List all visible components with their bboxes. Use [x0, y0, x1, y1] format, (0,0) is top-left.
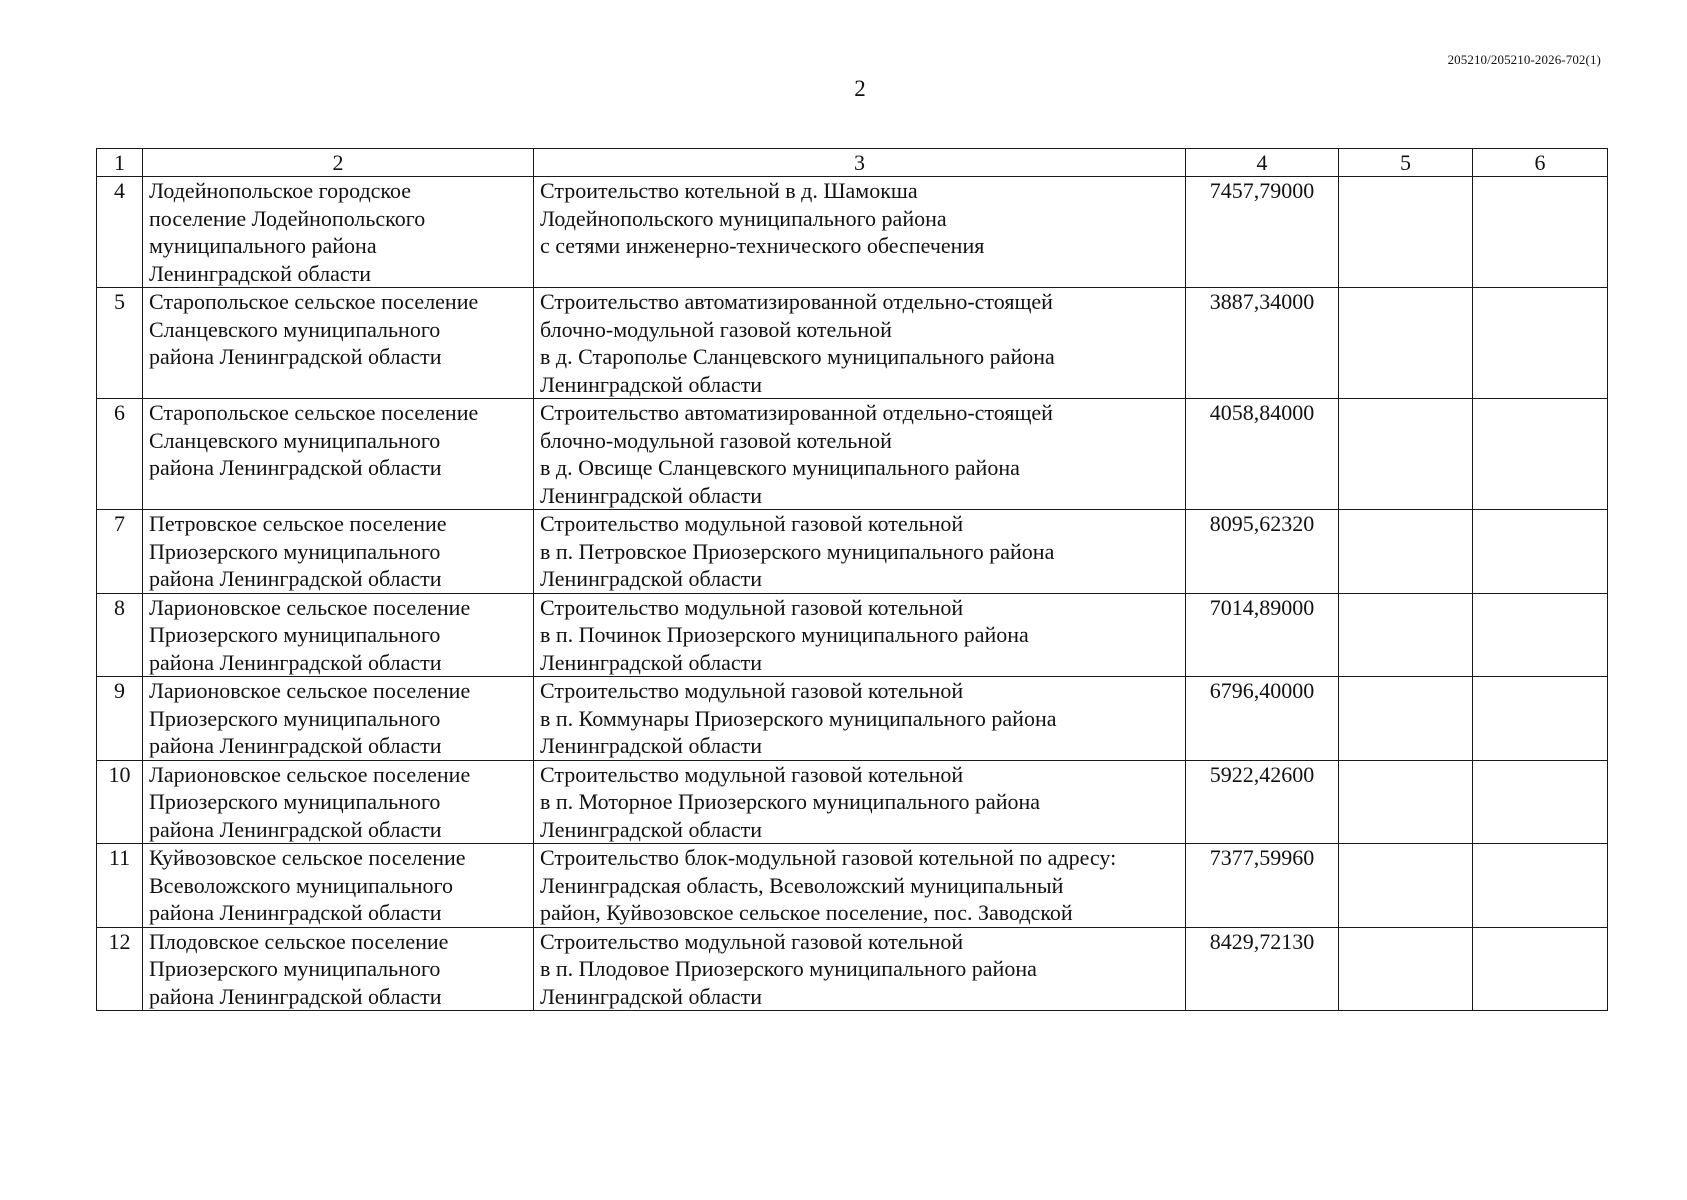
recipient-cell [143, 927, 534, 1011]
recipient-line: Приозерского муниципального [149, 622, 441, 647]
table-row [97, 510, 1608, 594]
column-5-cell [1339, 177, 1473, 288]
page-number: 2 [854, 76, 866, 101]
amount-cell: 7457,79000 [1186, 177, 1339, 288]
object-cell [534, 677, 1186, 761]
recipient-line: Петровское сельское поселение [149, 511, 447, 536]
object-line: Ленинградской области [540, 649, 762, 675]
table-body [97, 177, 1608, 1011]
object-line: с сетями инженерно-технического обеспечения [540, 233, 985, 258]
row-number-cell: 4 [97, 177, 143, 288]
object-line: в д. Старополье Сланцевского муниципального района [540, 344, 1055, 369]
column-5-cell [1339, 677, 1473, 761]
row-number-cell: 11 [97, 844, 143, 928]
row-number-cell: 5 [97, 288, 143, 399]
object-cell [534, 177, 1186, 288]
recipient-line: муниципального района [149, 233, 377, 258]
column-6-cell [1473, 510, 1608, 594]
column-6-cell [1473, 927, 1608, 1011]
object-line: Ленинградской области [540, 371, 762, 397]
amount-cell: 8095,62320 [1186, 510, 1339, 594]
recipient-cell [143, 677, 534, 761]
recipient-line: Старопольское сельское поселение [149, 400, 479, 425]
recipient-line: Плодовское сельское поселение [149, 928, 449, 954]
column-header: 3 [534, 149, 1186, 177]
object-cell [534, 593, 1186, 677]
object-line: блочно-модульной газовой котельной [540, 427, 892, 453]
object-line: Строительство модульной газовой котельной [540, 678, 964, 703]
amount-cell: 7377,59960 [1186, 844, 1339, 928]
column-header: 4 [1186, 149, 1339, 177]
object-cell [534, 399, 1186, 510]
column-5-cell [1339, 510, 1473, 594]
object-line: Строительство автоматизированной отдельно-стоящей [540, 289, 1053, 314]
recipient-line: Ленинградской области [149, 260, 371, 286]
column-6-cell [1473, 677, 1608, 761]
column-header: 5 [1339, 149, 1473, 177]
column-5-cell [1339, 760, 1473, 844]
recipient-line: района Ленинградской области [149, 816, 442, 842]
object-line: Строительство блок-модульной газовой котельной по адресу: [540, 845, 1117, 870]
table-row [97, 760, 1608, 844]
column-6-cell [1473, 177, 1608, 288]
column-5-cell [1339, 399, 1473, 510]
recipient-line: района Ленинградской области [149, 566, 442, 591]
amount-cell: 4058,84000 [1186, 399, 1339, 510]
recipient-line: Приозерского муниципального [149, 705, 441, 731]
table-row [97, 593, 1608, 677]
recipient-cell [143, 288, 534, 399]
row-number-cell: 12 [97, 927, 143, 1011]
recipient-cell [143, 844, 534, 928]
row-number-cell: 6 [97, 399, 143, 510]
recipient-line: Ларионовское сельское поселение [149, 594, 471, 620]
object-line: в п. Моторное Приозерского муниципального района [540, 789, 1041, 814]
object-cell [534, 510, 1186, 594]
object-line: Ленинградская область, Всеволожский муниципальный [540, 872, 1064, 898]
amount-cell: 7014,89000 [1186, 593, 1339, 677]
object-line: Ленинградской области [540, 733, 762, 758]
object-line: Ленинградской области [540, 816, 762, 842]
recipient-line: района Ленинградской области [149, 733, 442, 758]
column-6-cell [1473, 760, 1608, 844]
table-row [97, 844, 1608, 928]
amount-cell: 8429,72130 [1186, 927, 1339, 1011]
recipient-line: поселение Лодейнопольского [149, 205, 426, 231]
object-line: Строительство модульной газовой котельной [540, 511, 964, 536]
column-5-cell [1339, 288, 1473, 399]
recipient-line: Лодейнопольское городское [149, 178, 412, 203]
recipient-line: Приозерского муниципального [149, 956, 441, 981]
object-line: Лодейнопольского муниципального района [540, 205, 947, 231]
object-cell [534, 844, 1186, 928]
column-header: 6 [1473, 149, 1608, 177]
table-row [97, 288, 1608, 399]
column-header: 1 [97, 149, 143, 177]
object-line: в п. Петровское Приозерского муниципального района [540, 538, 1055, 564]
table-row [97, 927, 1608, 1011]
table-row [97, 677, 1608, 761]
object-line: Ленинградской области [540, 482, 762, 508]
recipient-line: района Ленинградской области [149, 455, 442, 480]
row-number-cell: 7 [97, 510, 143, 594]
table-header-row [97, 149, 1608, 177]
amount-cell: 3887,34000 [1186, 288, 1339, 399]
data-table [96, 148, 1608, 1011]
object-line: блочно-модульной газовой котельной [540, 316, 892, 342]
table-row [97, 177, 1608, 288]
recipient-line: Старопольское сельское поселение [149, 289, 479, 314]
recipient-line: района Ленинградской области [149, 900, 442, 925]
recipient-line: Сланцевского муниципального [149, 316, 441, 342]
object-cell [534, 927, 1186, 1011]
column-6-cell [1473, 593, 1608, 677]
recipient-line: Всеволожского муниципального [149, 872, 453, 898]
document-id: 205210/205210-2026-702(1) [1447, 52, 1601, 67]
column-5-cell [1339, 593, 1473, 677]
recipient-line: Ларионовское сельское поселение [149, 678, 471, 703]
recipient-cell [143, 177, 534, 288]
recipient-cell [143, 593, 534, 677]
recipient-line: Куйвозовское сельское поселение [149, 845, 466, 870]
row-number-cell: 8 [97, 593, 143, 677]
recipient-line: Ларионовское сельское поселение [149, 761, 471, 787]
object-line: Ленинградской области [540, 983, 762, 1009]
row-number-cell: 10 [97, 760, 143, 844]
column-6-cell [1473, 844, 1608, 928]
column-5-cell [1339, 927, 1473, 1011]
recipient-line: Приозерского муниципального [149, 538, 441, 564]
object-cell [534, 288, 1186, 399]
object-line: Строительство модульной газовой котельной [540, 928, 964, 954]
amount-cell: 5922,42600 [1186, 760, 1339, 844]
table-row [97, 399, 1608, 510]
amount-cell: 6796,40000 [1186, 677, 1339, 761]
row-number-cell: 9 [97, 677, 143, 761]
object-line: в п. Плодовое Приозерского муниципального района [540, 956, 1037, 981]
recipient-line: Приозерского муниципального [149, 789, 441, 814]
object-line: в д. Овсище Сланцевского муниципального района [540, 455, 1020, 480]
object-line: Строительство автоматизированной отдельно-стоящей [540, 400, 1053, 425]
column-6-cell [1473, 399, 1608, 510]
column-5-cell [1339, 844, 1473, 928]
object-line: Строительство модульной газовой котельной [540, 594, 964, 620]
object-line: район, Куйвозовское сельское поселение, пос. Заводской [540, 900, 1073, 925]
object-line: Ленинградской области [540, 566, 762, 591]
recipient-line: района Ленинградской области [149, 649, 442, 675]
column-header: 2 [143, 149, 534, 177]
object-line: Строительство модульной газовой котельной [540, 761, 964, 787]
recipient-line: района Ленинградской области [149, 983, 442, 1009]
recipient-cell [143, 510, 534, 594]
object-line: в п. Починок Приозерского муниципального района [540, 622, 1029, 647]
recipient-cell [143, 760, 534, 844]
object-line: Строительство котельной в д. Шамокша [540, 178, 918, 203]
recipient-cell [143, 399, 534, 510]
recipient-line: района Ленинградской области [149, 344, 442, 369]
recipient-line: Сланцевского муниципального [149, 427, 441, 453]
object-line: в п. Коммунары Приозерского муниципального района [540, 705, 1057, 731]
object-cell [534, 760, 1186, 844]
column-6-cell [1473, 288, 1608, 399]
